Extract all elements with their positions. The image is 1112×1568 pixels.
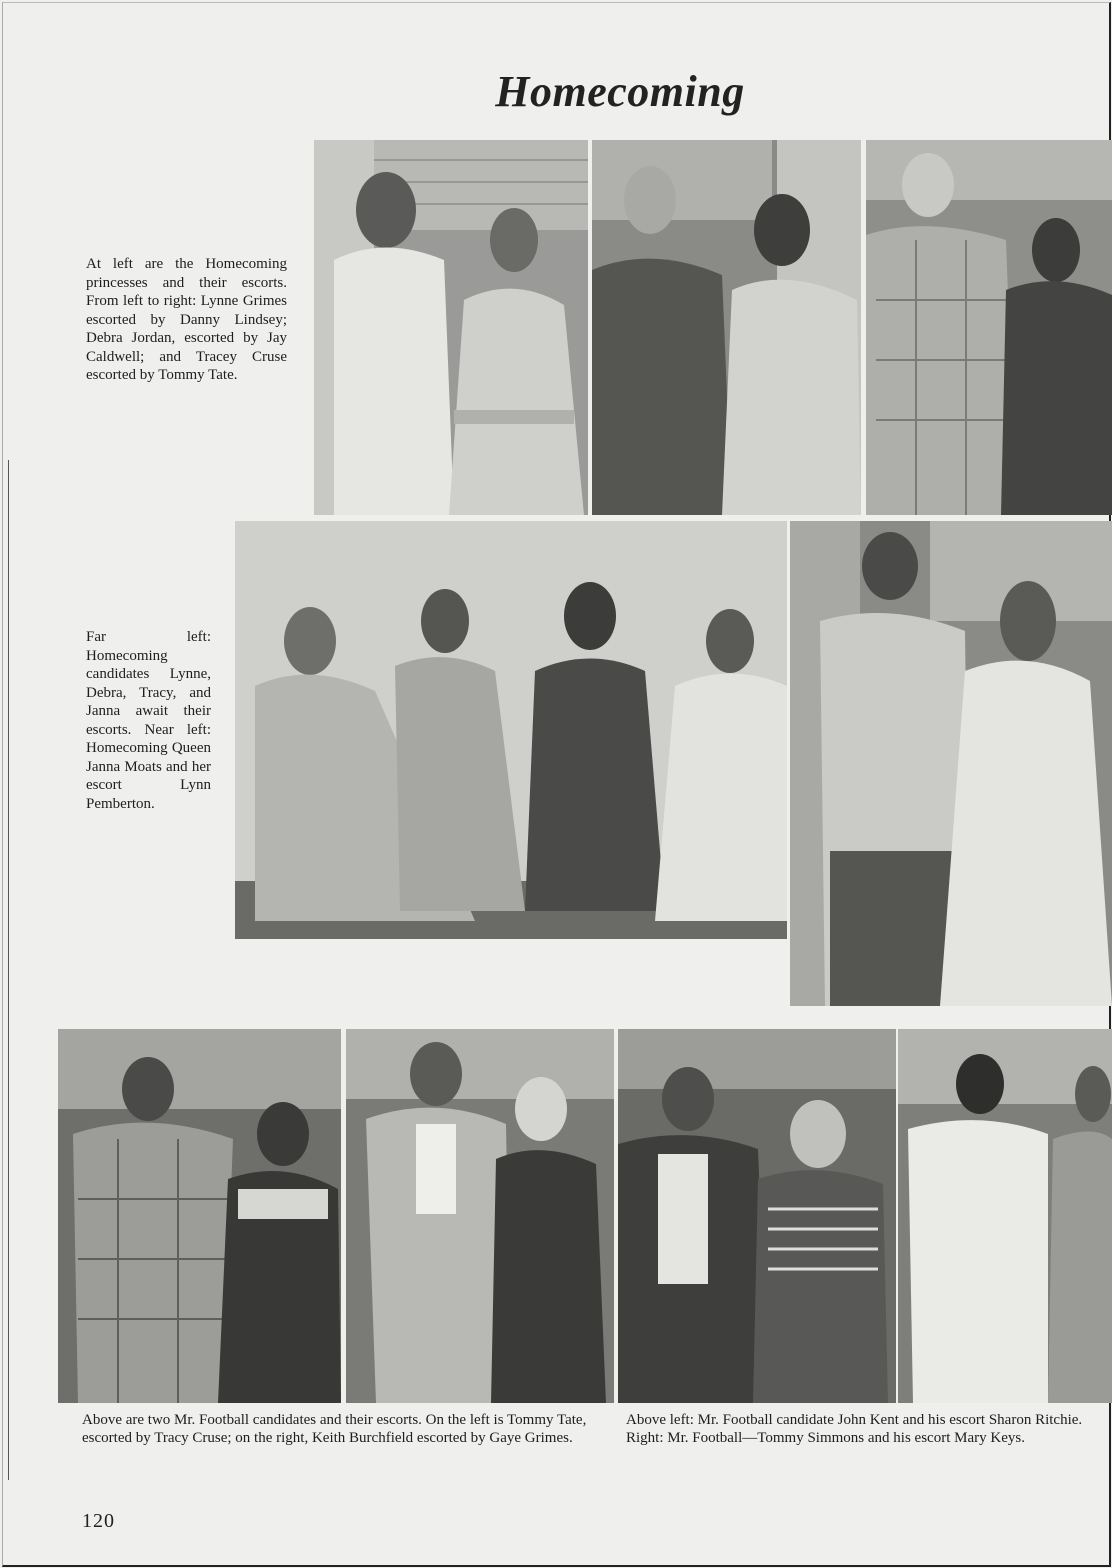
caption-princesses: At left are the Homecoming princesses and their escorts. From left to right: Lynne Grimes escorted by Danny Lindsey; Debra Jordan, escorted by Jay Caldwell; and Tracey Cruse escorted by Tommy Tate. [86, 256, 287, 383]
page-title: Homecoming [495, 67, 745, 116]
caption-mr-football-left: Above are two Mr. Football candidates and their escorts. On the left is Tommy Tate, escorted by Tracy Cruse; on the right, Keith Burchfield escorted by Gaye Grimes. [82, 1412, 587, 1446]
photo-tommy-tate-tracy [58, 1029, 341, 1403]
page-number: 120 [82, 1510, 115, 1532]
photo-queen-janna-lynn [790, 521, 1112, 1006]
photo-debra-jay [592, 140, 861, 515]
caption-mr-football-right: Above left: Mr. Football candidate John Kent and his escort Sharon Ritchie. Right: Mr. Football—Tommy Simmons and his escort Mary Keys. [626, 1412, 1083, 1446]
caption-candidates-queen: Far left: Homecoming candidates Lynne, Debra, Tracy, and Janna await their escorts. Near left: Homecoming Queen Janna Moats and her escort Lynn Pemberton. [86, 629, 211, 812]
photo-john-sharon [618, 1029, 896, 1403]
photo-tommy-simmons-mary [898, 1029, 1112, 1403]
binding-rule [8, 460, 9, 1480]
photo-keith-gaye [346, 1029, 614, 1403]
photo-lynne-danny [314, 140, 588, 515]
photo-candidates-seated [235, 521, 787, 939]
photo-tracey-tommy [866, 140, 1112, 515]
